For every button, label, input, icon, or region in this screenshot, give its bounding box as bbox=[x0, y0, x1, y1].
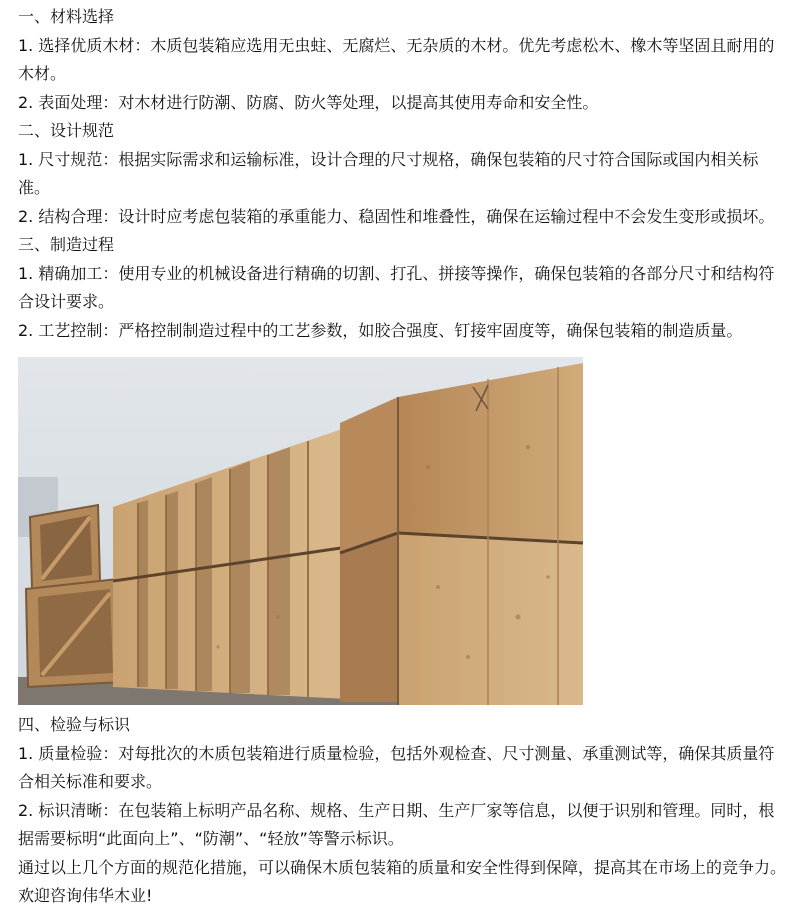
section-title-materials: 一、材料选择 bbox=[18, 7, 115, 26]
paragraph-precise-processing: 1. 精确加工：使用专业的机械设备进行精确的切割、打孔、拼接等操作，确保包装箱的各部分尺寸和结构符合设计要求。 bbox=[18, 263, 775, 311]
paragraph-structure: 2. 结构合理：设计时应考虑包装箱的承重能力、稳固性和堆叠性，确保在运输过程中不会发生变形或损坏。 bbox=[18, 206, 775, 226]
paragraph-clear-labeling: 2. 标识清晰：在包装箱上标明产品名称、规格、生产日期、生产厂家等信息，以便于识别和管理。同时，根据需要标明“此面向上”、“防潮”、“轻放”等警示标识。 bbox=[18, 800, 775, 848]
paragraph-material-selection: 1. 选择优质木材：木质包装箱应选用无虫蛀、无腐烂、无杂质的木材。优先考虑松木、橡木等坚固且耐用的木材。 bbox=[18, 35, 775, 83]
section-title-design: 二、设计规范 bbox=[18, 121, 115, 140]
paragraph-closing: 通过以上几个方面的规范化措施，可以确保木质包装箱的质量和安全性得到保障，提高其在市场上的竞争力。欢迎咨询伟华木业! bbox=[18, 857, 787, 905]
article-body-bottom bbox=[18, 711, 806, 911]
section-title-inspection: 四、检验与标识 bbox=[18, 715, 131, 734]
large-crate-lower-front bbox=[398, 533, 583, 705]
wooden-crates-photo bbox=[18, 357, 583, 705]
large-crate-upper-side bbox=[340, 397, 398, 553]
paragraph-process-control: 2. 工艺控制：严格控制制造过程中的工艺参数，如胶合强度、钉接牢固度等，确保包装箱的制造质量。 bbox=[18, 320, 743, 340]
large-crate-lower-side bbox=[340, 533, 398, 702]
section-title-manufacturing: 三、制造过程 bbox=[18, 235, 115, 254]
crates-illustration bbox=[18, 357, 583, 705]
article-body-top bbox=[18, 0, 806, 345]
paragraph-surface-treatment: 2. 表面处理：对木材进行防潮、防腐、防火等处理，以提高其使用寿命和安全性。 bbox=[18, 92, 599, 112]
paragraph-size-spec: 1. 尺寸规范：根据实际需求和运输标准，设计合理的尺寸规格，确保包装箱的尺寸符合国际或国内相关标准。 bbox=[18, 149, 759, 197]
paragraph-quality-inspection: 1. 质量检验：对每批次的木质包装箱进行质量检验，包括外观检查、尺寸测量、承重测试等，确保其质量符合相关标准和要求。 bbox=[18, 743, 775, 791]
